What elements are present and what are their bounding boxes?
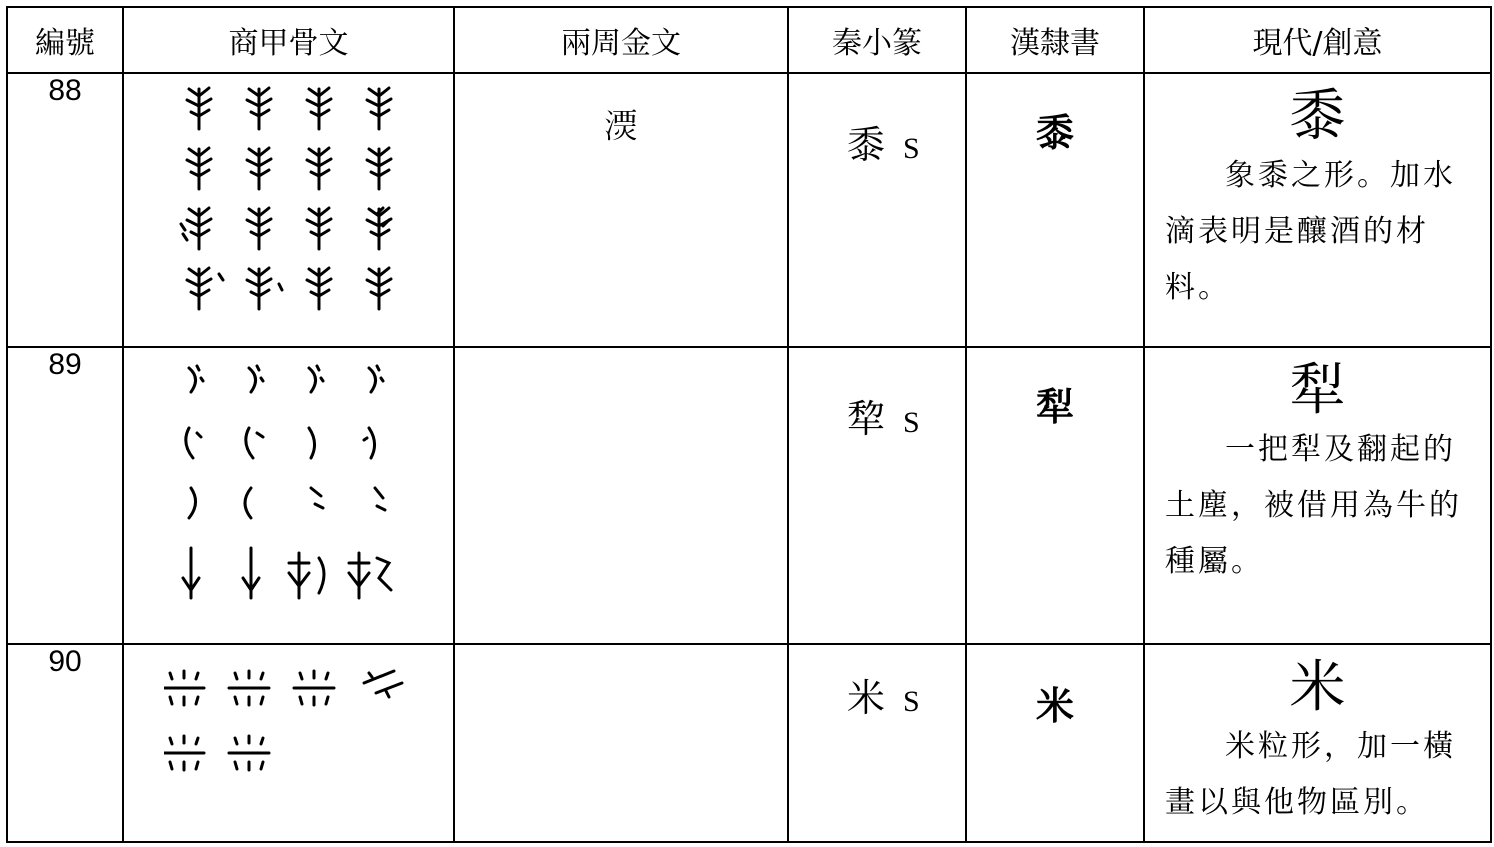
table-row <box>7 73 1491 347</box>
header-row <box>7 7 1491 73</box>
explanation-text: 象黍之形。加水滴表明是釀酒的材料。 <box>1165 158 1456 305</box>
character-evolution-table <box>6 6 1492 843</box>
header-oracle-bone: 商甲骨文 <box>123 7 454 73</box>
oracle-bone-cell <box>123 347 454 644</box>
row-number: 90 <box>7 644 123 842</box>
header-clerical: 漢隸書 <box>966 7 1144 73</box>
header-modern: 現代/創意 <box>1144 7 1491 73</box>
bronze-cell <box>454 73 788 347</box>
modern-char: 米 <box>1289 655 1346 720</box>
clerical-glyph: 米 <box>1035 684 1074 728</box>
seal-cell <box>788 644 966 842</box>
oracle-bone-cell <box>123 644 454 842</box>
row-number: 88 <box>7 73 123 347</box>
bronze-glyph: 𣻔 <box>604 107 638 147</box>
clerical-cell <box>966 73 1144 347</box>
seal-glyph: 犂 <box>847 397 886 441</box>
row-number: 89 <box>7 347 123 644</box>
clerical-glyph: 犁 <box>1035 385 1074 429</box>
bronze-cell <box>454 644 788 842</box>
seal-cell <box>788 73 966 347</box>
oracle-bone-cell <box>123 73 454 347</box>
seal-glyph: 黍 <box>847 123 886 167</box>
modern-char: 黍 <box>1289 84 1346 149</box>
modern-cell <box>1144 73 1491 347</box>
bronze-glyph <box>455 645 787 675</box>
seal-glyph: 米 <box>847 676 886 720</box>
bronze-cell <box>454 347 788 644</box>
seal-mark: S <box>903 132 920 165</box>
table-row <box>7 347 1491 644</box>
seal-mark: S <box>903 406 920 439</box>
clerical-cell <box>966 347 1144 644</box>
table-row <box>7 644 1491 842</box>
oracle-bone-glyphs-rice-icon <box>164 663 424 803</box>
explanation-text: 米粒形，加一橫畫以與他物區別。 <box>1165 729 1456 820</box>
seal-cell <box>788 347 966 644</box>
modern-cell <box>1144 347 1491 644</box>
bronze-glyph <box>455 348 787 378</box>
header-seal: 秦小篆 <box>788 7 966 73</box>
header-number: 編號 <box>7 7 123 73</box>
oracle-bone-glyphs-plough-icon <box>179 358 409 618</box>
clerical-glyph: 黍 <box>1035 111 1074 155</box>
modern-cell <box>1144 644 1491 842</box>
explanation-text: 一把犁及翻起的土塵，被借用為牛的種屬。 <box>1165 432 1462 579</box>
seal-mark: S <box>903 685 920 718</box>
clerical-cell <box>966 644 1144 842</box>
oracle-bone-glyphs-millet-icon <box>179 84 409 324</box>
header-bronze: 兩周金文 <box>454 7 788 73</box>
modern-char: 犁 <box>1289 358 1346 423</box>
